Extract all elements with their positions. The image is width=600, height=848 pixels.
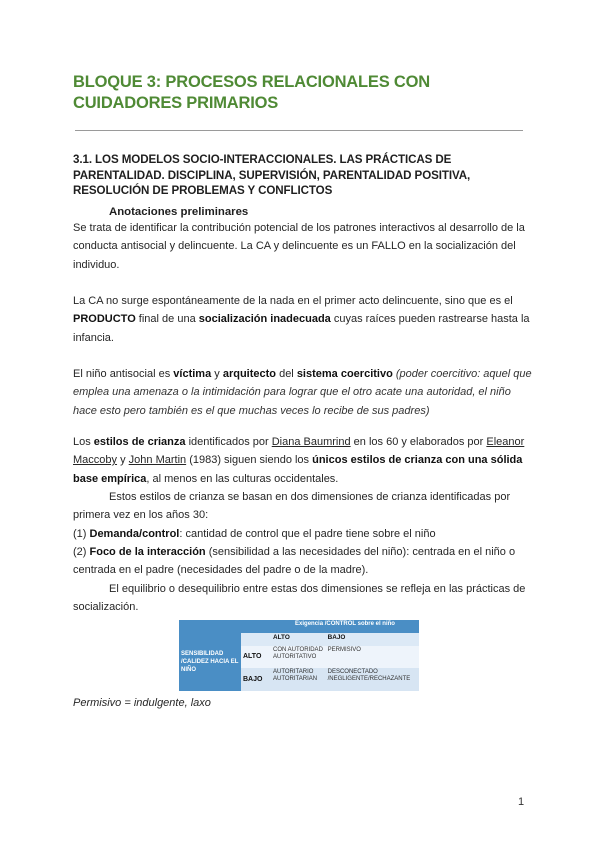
paragraph-3: El niño antisocial es víctima y arquitecto del sistema coercitivo (poder coercitivo: aquel que emplea una amenaza o la intimidación para lograr que el otro acate una autoridad, el niño hace esto pero también es el que muchas veces lo recibe de sus padres) bbox=[73, 368, 532, 417]
note-permisivo: Permisivo = indulgente, laxo bbox=[73, 697, 211, 709]
paragraph-1: Se trata de identificar la contribución potencial de los patrones interactivos al desarrollo de la conducta antisocial y delincuente. La CA y delincuente es un FALLO en la socialización del individuo. bbox=[73, 222, 525, 271]
list-item-1: (1) Demanda/control: cantidad de control que el padre tiene sobre el niño bbox=[73, 528, 436, 540]
col-alto: ALTO bbox=[271, 633, 326, 646]
paragraph-2: La CA no surge espontáneamente de la nada en el primer acto delincuente, sino que es el PRODUCTO final de una socialización inadecuada cuyas raíces pueden rastrearse hasta la infancia. bbox=[73, 295, 530, 344]
list-item-2: (2) Foco de la interacción (sensibilidad a las necesidades del niño): centrada en el niño o centrada en el padre (necesidades del padre o de la madre). bbox=[73, 546, 516, 577]
link-eleanor-maccoby[interactable]: Eleanor Maccoby bbox=[73, 436, 525, 467]
row-alto: ALTO bbox=[241, 646, 271, 669]
cell-alto-bajo: PERMISIVO bbox=[326, 646, 419, 669]
paragraph-4: Los estilos de crianza identificados por Diana Baumrind en los 60 y elaborados por Eleanor Maccoby y John Martin (1983) siguen siendo los únicos estilos de crianza con una sólida base empírica, al menos en las culturas occidentales. bbox=[73, 436, 525, 485]
cell-alto-alto: CON AUTORIDAD AUTORITATIVO bbox=[271, 646, 326, 669]
page-number: 1 bbox=[518, 796, 525, 808]
paragraph-6: El equilibrio o desequilibrio entre estas dos dimensiones se refleja en las prácticas de socialización. bbox=[73, 583, 526, 614]
subheading: Anotaciones preliminares bbox=[109, 206, 249, 218]
bloque-title: BLOQUE 3: PROCESOS RELACIONALES CON CUIDADORES PRIMARIOS bbox=[73, 73, 430, 112]
cell-bajo-bajo: DESCONECTADO /NEGLIGENTE/RECHAZANTE bbox=[326, 668, 419, 691]
title-divider bbox=[75, 130, 523, 131]
row-bajo: BAJO bbox=[241, 668, 271, 691]
bold-producto: PRODUCTO bbox=[73, 313, 136, 326]
link-diana-baumrind[interactable]: Diana Baumrind bbox=[271, 436, 351, 448]
cell-bajo-alto: AUTORITARIO AUTORITARIAN bbox=[271, 668, 326, 691]
bold-socializacion: socialización inadecuada bbox=[198, 313, 331, 326]
col-bajo: BAJO bbox=[326, 633, 419, 646]
link-john-martin[interactable]: John Martin bbox=[128, 454, 187, 467]
section-title: 3.1. LOS MODELOS SOCIO-INTERACCIONALES. LAS PRÁCTICAS DE PARENTALIDAD. DISCIPLINA, SUPERVISIÓN, PARENTALIDAD POSITIVA, RESOLUCIÓN DE PROBLEMAS Y CONFLICTOS bbox=[73, 153, 471, 197]
coercion-note: (poder coercitivo: aquel que emplea una amenaza o la intimidación para lograr que el otro acate una autoridad, el niño hace esto pero también es el que muchas veces lo recibe de sus padres) bbox=[73, 368, 532, 417]
table-side-label: SENSIBILIDAD /CALIDEZ HACIA EL NIÑO bbox=[179, 633, 241, 691]
table-header: Exigencia /CONTROL sobre el niño bbox=[271, 620, 419, 633]
parenting-styles-table bbox=[179, 620, 419, 691]
paragraph-5: Estos estilos de crianza se basan en dos dimensiones de crianza identificadas por primera vez en los años 30: bbox=[73, 491, 511, 522]
